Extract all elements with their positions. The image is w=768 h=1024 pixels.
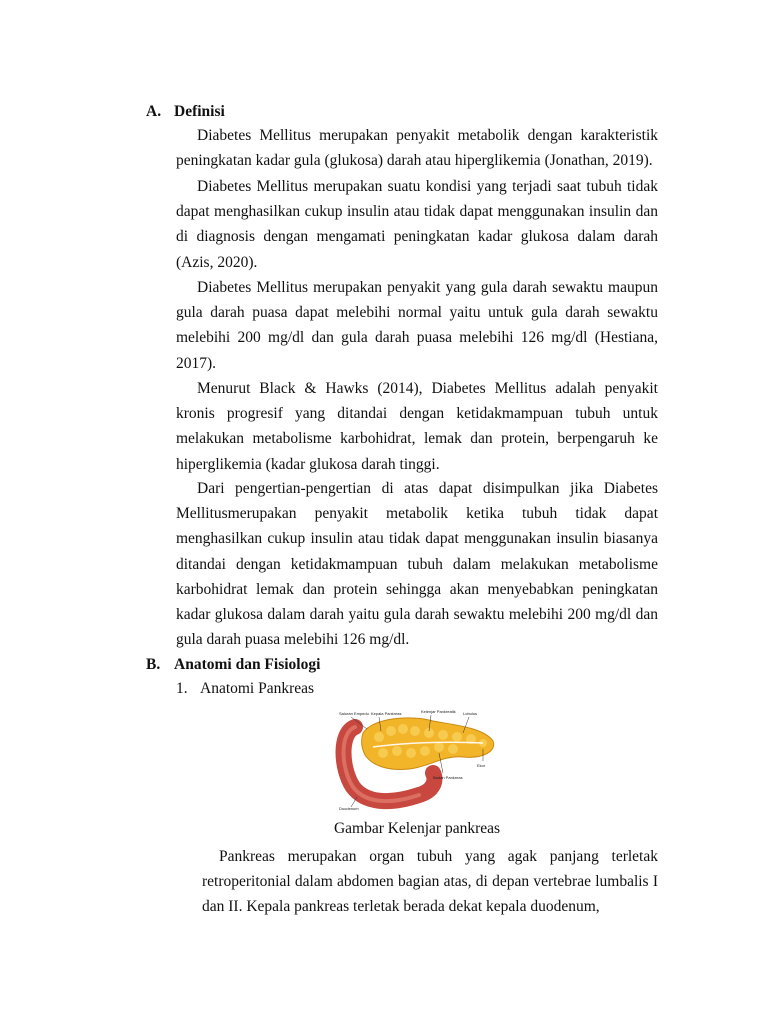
section-b-letter: B. [146, 656, 161, 673]
paragraph-4: Menurut Black & Hawks (2014), Diabetes Mellitus adalah penyakit kronis progresif yang ditandai dengan ketidakmampuan tubuh untuk melakukan metabolisme karbohidrat, lemak dan protein, berpengaruh ke hiperglikemia (kadar glukosa darah tinggi. [176, 380, 658, 473]
label-saluran-empedu: Saluran Empedu [339, 711, 369, 716]
paragraph-pankreas: Pankreas merupakan organ tubuh yang agak panjang terletak retroperitonial dalam abdomen bagian atas, di depan vertebrae lumbalis I dan II. Kepala pankreas terletak berada dekat kepala duodenum, [202, 848, 658, 916]
figure-caption: Gambar Kelenjar pankreas [333, 820, 501, 837]
label-kelenjar-pankreatik: Kelenjar Pankreatik [421, 709, 456, 714]
section-a-heading [146, 103, 225, 121]
section-b-heading [146, 656, 320, 674]
paragraph-2: Diabetes Mellitus merupakan suatu kondisi yang terjadi saat tubuh tidak dapat menghasilkan cukup insulin atau tidak dapat menggunakan insulin dan di diagnosis dengan mengamati peningkatan kadar glukosa dalam darah (Azis, 2020). [176, 178, 658, 271]
pancreas-illustration [333, 707, 499, 811]
subsection-heading [176, 680, 314, 698]
section-a-letter: A. [146, 103, 162, 120]
section-b-title: Anatomi dan Fisiologi [174, 656, 321, 673]
label-ekor: Ekor [477, 763, 486, 768]
subsection-number: 1. [176, 680, 188, 697]
paragraph-5: Dari pengertian-pengertian di atas dapat disimpulkan jika Diabetes Mellitusmerupakan penyakit metabolik ketika tubuh tidak dapat menghasilkan cukup insulin atau tidak dapat menggunakan insulin biasanya ditandai dengan ketidakmampuan tubuh dalam melakukan metabolisme karbohidrat lemak dan protein sehingga akan menyebabkan peningkatan kadar glukosa dalam darah yaitu gula darah sewaktu melebihi 200 mg/dl dan gula darah puasa melebihi 126 mg/dl. [176, 480, 658, 649]
paragraph-1: Diabetes Mellitus merupakan penyakit metabolik dengan karakteristik peningkatan kadar gula (glukosa) darah atau hiperglikemia (Jonathan, 2019). [176, 127, 658, 170]
label-duodenum: Duodenum [339, 806, 359, 811]
paragraph-3: Diabetes Mellitus merupakan penyakit yang gula darah sewaktu maupun gula darah puasa dapat melebihi normal yaitu untuk gula darah sewaktu melebihi 200 mg/dl dan gula darah puasa melebihi 126 mg/dl (Hestiana, 2017). [176, 279, 658, 372]
label-badan-pankreas: Badan Pankreas [433, 775, 463, 780]
label-kepala-pankreas: Kepala Pankreas [371, 711, 402, 716]
label-lobulus: Lobulus [463, 711, 478, 716]
section-a-title: Definisi [174, 103, 225, 120]
subsection-title: Anatomi Pankreas [200, 680, 315, 697]
